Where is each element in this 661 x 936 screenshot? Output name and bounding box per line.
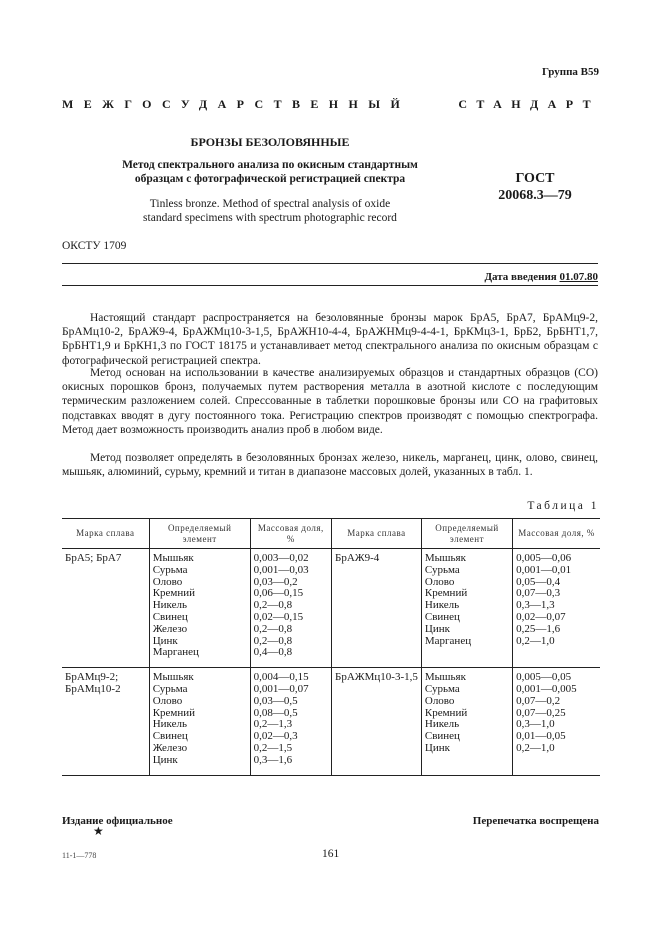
banner-right: СТАНДАРТ <box>458 97 600 111</box>
cell-line: 0,3—1,0 <box>516 718 555 731</box>
reprint-prohibited-note: Перепечатка воспрещена <box>472 815 599 827</box>
divider-date <box>62 285 598 286</box>
header-grade-right: Марка сплава <box>332 519 422 549</box>
cell-line: Свинец <box>152 610 188 623</box>
cell-grade-left <box>62 668 149 775</box>
cell-line: Железо <box>152 622 188 635</box>
gost-number <box>480 170 590 204</box>
header-fraction-right: Массовая доля, % <box>513 519 600 549</box>
paragraph-method: Метод основан на использовании в качестве анализируемых образцов и стандартных образцов (СО) окисных порошков бронз, получаемых путем растворения металла в азотной кислоте с последующим термическим разложением солей. Спрессованные в таблетки порошковые бронзы или СО на графитовых подставках вводят в дугу постоянного тока. Регистрацию спектров производят с помощью спектрографа. Метод дает возможность производить анализ проб в любом виде. <box>62 367 598 436</box>
star-icon: ★ <box>93 824 104 838</box>
page-number: 161 <box>322 848 340 860</box>
paragraph-scope: Настоящий стандарт распространяется на безоловянные бронзы марок БрА5, БрА7, БрАМц9-2, БрАМц10-2, БрАЖ9-4, БрАЖМц10-3-1,5, БрАЖН10-4-4, БрАЖНМц9-4-4-1, БрКМц3-1, БрБ2, БрБНТ1,7, БрБНТ1,9 и БрКН1,3 по ГОСТ 18175 и устанавливает метод спектрального анализа по окисным образцам с фотографической регистрацией спектра. <box>62 312 598 367</box>
cell-line: Марганец <box>152 646 199 659</box>
cell-line: 0,2—0,8 <box>253 634 293 647</box>
cell-line: Мышьяк <box>152 552 194 564</box>
cell-line: Цинк <box>152 634 178 647</box>
cell-line: Олово <box>152 694 183 707</box>
cell-line: 0,2—0,8 <box>253 599 293 612</box>
cell-line: Железо <box>152 741 188 754</box>
cell-line: 0,2—1,0 <box>516 634 555 647</box>
cell-line: Олово <box>424 575 455 588</box>
cell-line: БрАМц9-2; <box>65 671 119 684</box>
cell-fractions-right <box>513 549 600 668</box>
cell-line: Мышьяк <box>424 671 466 684</box>
cell-line: 0,003—0,02 <box>253 552 309 564</box>
cell-line: 0,02—0,07 <box>516 610 566 623</box>
header-element-left: Определяемый элемент <box>149 519 250 549</box>
cell-line: Кремний <box>152 587 196 600</box>
cell-line: 0,03—0,5 <box>253 694 298 707</box>
cell-line: 0,001—0,005 <box>516 682 577 695</box>
cell-line: 0,02—0,3 <box>253 730 298 743</box>
cell-line: БрА5; БрА7 <box>65 552 122 564</box>
cell-line: БрАЖ9-4 <box>335 552 380 564</box>
cell-line: 0,07—0,3 <box>516 587 561 600</box>
method-title-en <box>100 197 440 225</box>
cell-fractions-left <box>250 549 331 668</box>
cell-elements-left <box>149 549 250 668</box>
cell-line: 0,001—0,07 <box>253 682 309 695</box>
cell-line: 0,08—0,5 <box>253 706 298 719</box>
cell-line: Сурьма <box>424 563 460 576</box>
cell-line: Кремний <box>152 706 196 719</box>
date-label: Дата введения <box>484 271 557 283</box>
date-value: 01.07.80 <box>559 271 598 283</box>
paragraph-elements: Метод позволяет определять в безоловянных бронзах железо, никель, марганец, цинк, олово, свинец, мышьяк, алюминий, сурьму, кремний и титан в диапазоне массовых долей, указанных в табл. 1. <box>62 452 598 479</box>
method-en-line-2: standard specimens with spectrum photographic record <box>143 212 397 224</box>
table-row <box>62 549 600 668</box>
cell-grade-left <box>62 549 149 668</box>
cell-line: Цинк <box>424 741 450 754</box>
gost-label: ГОСТ <box>515 171 555 186</box>
table-row <box>62 668 600 775</box>
cell-line: 0,4—0,8 <box>253 646 293 659</box>
group-code: Группа В59 <box>541 66 599 78</box>
cell-line: Олово <box>424 694 455 707</box>
header-grade-left: Марка сплава <box>62 519 149 549</box>
cell-line: Олово <box>152 575 183 588</box>
cell-line: 0,2—1,5 <box>253 741 293 754</box>
cell-line: 0,2—1,0 <box>516 741 555 754</box>
cell-line: Никель <box>424 718 460 731</box>
cell-line: 0,2—1,3 <box>253 718 293 731</box>
method-title-ru <box>100 158 440 186</box>
cell-line: Никель <box>152 599 187 612</box>
cell-line: 0,3—1,3 <box>516 599 555 612</box>
cell-line: Никель <box>424 599 460 612</box>
cell-fractions-left <box>250 668 331 775</box>
cell-line: 0,05—0,4 <box>516 575 561 588</box>
cell-line: 0,004—0,15 <box>253 671 309 684</box>
banner-left: МЕЖГОСУДАРСТВЕННЫЙ <box>62 97 411 111</box>
effective-date <box>484 271 598 283</box>
cell-line: Сурьма <box>424 682 460 695</box>
cell-line: 0,001—0,03 <box>253 563 309 576</box>
method-ru-line-2: образцам с фотографической регистрацией спектра <box>134 173 406 185</box>
cell-line: Никель <box>152 718 187 731</box>
cell-line: 0,01—0,05 <box>516 730 566 743</box>
cell-line: 0,25—1,6 <box>516 622 561 635</box>
cell-line: 0,005—0,06 <box>516 552 572 564</box>
cell-line: Кремний <box>424 587 468 600</box>
cell-line: Свинец <box>424 610 460 623</box>
cell-line: Свинец <box>424 730 460 743</box>
cell-line: 0,001—0,01 <box>516 563 572 576</box>
cell-line: 0,06—0,15 <box>253 587 304 600</box>
cell-line: Марганец <box>424 634 472 647</box>
cell-line: Мышьяк <box>152 671 194 684</box>
cell-line: 0,2—0,8 <box>253 622 293 635</box>
print-code: 11-1—778 <box>62 851 97 860</box>
cell-grade-right <box>332 668 422 775</box>
cell-line: БрАМц10-2 <box>65 682 121 695</box>
document-title: БРОНЗЫ БЕЗОЛОВЯННЫЕ <box>190 135 350 149</box>
cell-line: Свинец <box>152 730 188 743</box>
cell-fractions-right <box>513 668 600 775</box>
cell-line: 0,07—0,25 <box>516 706 566 719</box>
gost-code: 20068.3—79 <box>498 188 572 203</box>
cell-elements-left <box>149 668 250 775</box>
cell-line: 0,07—0,2 <box>516 694 561 707</box>
method-en-line-1: Tinless bronze. Method of spectral analysis of oxide <box>149 198 391 210</box>
header-element-right: Определяемый элемент <box>421 519 512 549</box>
cell-line: 0,02—0,15 <box>253 610 304 623</box>
cell-line: Цинк <box>152 753 178 766</box>
standard-banner <box>62 97 600 112</box>
cell-line: БрАЖМц10-3-1,5 <box>335 671 418 684</box>
cell-elements-right <box>421 549 512 668</box>
official-edition-note: Издание официальное <box>62 815 173 827</box>
cell-line: Кремний <box>424 706 468 719</box>
cell-line: 0,3—1,6 <box>253 753 293 766</box>
cell-line: Мышьяк <box>424 552 466 564</box>
cell-line: Сурьма <box>152 563 188 576</box>
cell-line: Сурьма <box>152 682 188 695</box>
cell-elements-right <box>421 668 512 775</box>
cell-grade-right <box>332 549 422 668</box>
table-header-row <box>62 519 600 549</box>
cell-line: 0,005—0,05 <box>516 671 572 684</box>
cell-line: Цинк <box>424 622 450 635</box>
cell-line: 0,03—0,2 <box>253 575 298 588</box>
table-caption: Таблица 1 <box>527 500 599 512</box>
method-ru-line-1: Метод спектрального анализа по окисным стандартным <box>122 159 418 171</box>
header-fraction-left: Массовая доля, % <box>250 519 331 549</box>
divider-top <box>62 263 598 264</box>
composition-table <box>62 518 600 776</box>
oksty-code: ОКСТУ 1709 <box>62 240 127 252</box>
